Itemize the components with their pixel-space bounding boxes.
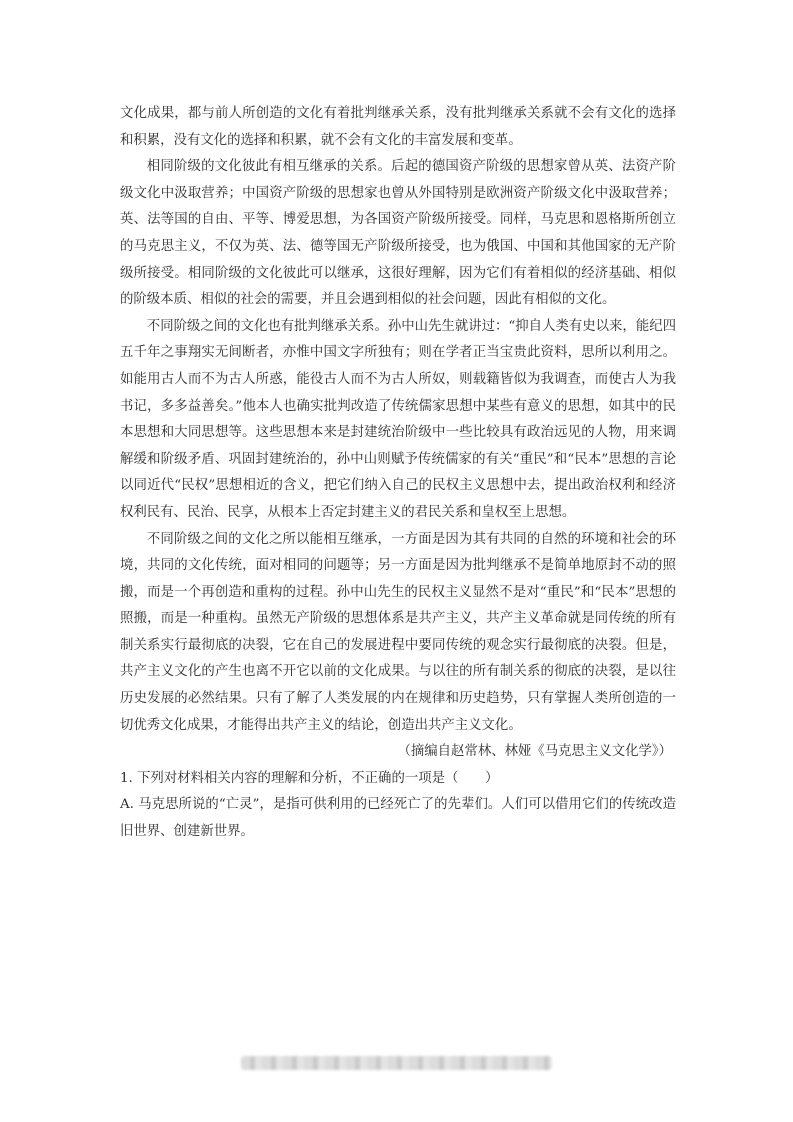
blurred-footer-watermark [241,1056,552,1070]
question-stem: 1. 下列对材料相关内容的理解和分析，不正确的一项是（ ） [120,770,499,786]
article-body [120,101,676,846]
source-citation: （摘编自赵常林、林娅《马克思主义文化学》） [397,744,672,760]
paragraph-continuation: 文化成果，都与前人所创造的文化有着批判继承关系，没有批判继承关系就不会有文化的选择和积累，没有文化的选择和积累，就不会有文化的丰富发展和变革。 [120,106,676,148]
paragraph-same-class-inheritance: 相同阶级的文化彼此有相互继承的关系。后起的德国资产阶级的思想家曾从英、法资产阶级文化中汲取营养；中国资产阶级的思想家也曾从外国特别是欧洲资产阶级文化中汲取营养；英、法等国的自由、平等、博爱思想，为各国资产阶级所接受。同样，马克思和恩格斯所创立的马克思主义，不仅为英、法、德等国无产阶级所接受，也为俄国、中国和其他国家的无产阶级所接受。相同阶级的文化彼此可以继承，这很好理解，因为它们有着相似的经济基础、相似的阶级本质、相似的社会的需要，并且会遇到相似的社会问题，因此有相似的文化。 [120,159,676,308]
paragraph-reasons-inheritance: 不同阶级之间的文化之所以能相互继承，一方面是因为其有共同的自然的环境和社会的环境，共同的文化传统，面对相同的问题等；另一方面是因为批判继承不是简单地原封不动的照搬，而是一个再创造和重构的过程。孙中山先生的民权主义显然不是对“重民”和“民本”思想的照搬，而是一种重构。虽然无产阶级的思想体系是共产主义，共产主义革命就是同传统的所有制关系实行最彻底的决裂，它在自己的发展进程中要同传统的观念实行最彻底的决裂。但是，共产主义文化的产生也离不开它以前的文化成果。与以往的所有制关系的彻底的决裂，是以往历史发展的必然结果。只有了解了人类发展的内在规律和历史趋势，只有掌握人类所创造的一切优秀文化成果，才能得出共产主义的结论，创造出共产主义文化。 [120,531,676,733]
paragraph-different-class-inheritance: 不同阶级之间的文化也有批判继承关系。孙中山先生就讲过：“抑自人类有史以来，能纪四五千年之事翔实无间断者，亦惟中国文字所独有；则在学者正当宝贵此资料，思所以利用之。如能用古人而不为古人所惑，能役古人而不为古人所奴，则载籍皆似为我调查，而使古人为我书记，多多益善矣。”他本人也确实批判改造了传统儒家思想中某些有意义的思想，如其中的民本思想和大同思想等。这些思想本来是封建统治阶级中一些比较具有政治远见的人物，用来调解缓和阶级矛盾、巩固封建统治的，孙中山则赋予传统儒家的有关“重民”和“民本”思想的言论以同近代“民权”思想相近的含义，把它们纳入自己的民权主义思想中去，提出政治权利和经济权利民有、民治、民享，从根本上否定封建主义的君民关系和皇权至上思想。 [120,318,676,520]
question-option-a: A. 马克思所说的“亡灵”，是指可供利用的已经死亡了的先辈们。人们可以借用它们的传统改造旧世界、创建新世界。 [120,797,676,840]
